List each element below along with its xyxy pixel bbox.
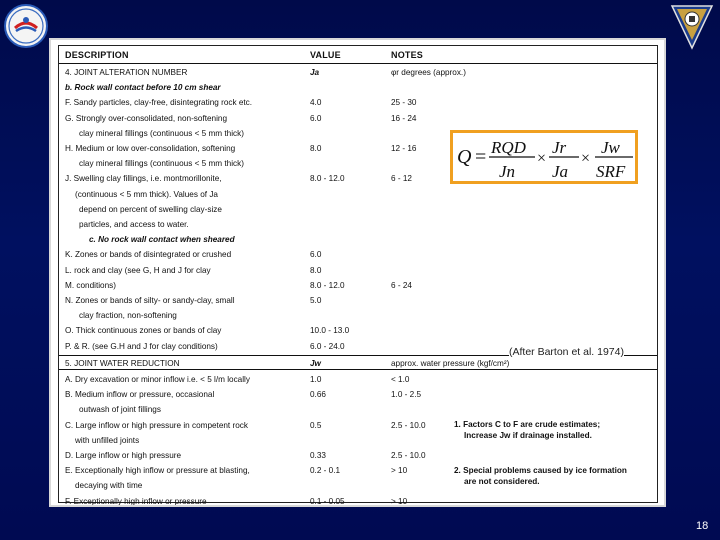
shield-emblem-icon bbox=[668, 2, 716, 50]
row-description: N. Zones or bands of silty- or sandy-clay, small bbox=[65, 296, 235, 305]
row-notes: approx. water pressure (kgf/cm²) bbox=[391, 359, 510, 368]
row-description: decaying with time bbox=[75, 481, 143, 491]
row-value: 6.0 bbox=[310, 113, 322, 123]
row-value: Jw bbox=[310, 359, 321, 368]
table-frame bbox=[58, 45, 658, 506]
term-3-den: SRF bbox=[596, 162, 626, 181]
rock-mass-table-document bbox=[49, 38, 666, 507]
row-value: 8.0 bbox=[310, 265, 322, 275]
row-value: 1.0 bbox=[310, 375, 322, 384]
row-notes: 6 - 12 bbox=[391, 174, 412, 184]
table-row bbox=[59, 97, 657, 111]
row-description: J. Swelling clay fillings, i.e. montmorillonite, bbox=[65, 174, 222, 184]
row-notes: 12 - 16 bbox=[391, 144, 417, 153]
table-row bbox=[59, 234, 657, 248]
times-sign-2: × bbox=[581, 150, 591, 167]
table-row bbox=[59, 404, 657, 418]
row-description: clay fraction, non-softening bbox=[79, 311, 177, 321]
table-row bbox=[59, 204, 657, 218]
table-row bbox=[59, 189, 657, 203]
row-description: D. Large inflow or high pressure bbox=[65, 451, 182, 460]
row-value: Ja bbox=[310, 68, 320, 77]
times-sign-1: × bbox=[537, 150, 547, 167]
row-description: depend on percent of swelling clay-size bbox=[79, 204, 222, 214]
row-value: 0.1 - 0.05 bbox=[310, 496, 345, 506]
side-note-1-line2: Increase Jw if drainage installed. bbox=[464, 431, 592, 440]
row-notes: 6 - 24 bbox=[391, 280, 412, 290]
q-formula-box bbox=[450, 130, 638, 184]
row-description: H. Medium or low over-consolidation, softening bbox=[65, 144, 236, 153]
row-value: 8.0 - 12.0 bbox=[310, 280, 345, 290]
row-value: 0.2 - 0.1 bbox=[310, 466, 341, 476]
header-notes: NOTES bbox=[391, 50, 424, 60]
row-description: outwash of joint fillings bbox=[79, 405, 161, 415]
row-value: 0.5 bbox=[310, 420, 322, 430]
row-description: C. Large inflow or high pressure in competent rock bbox=[65, 420, 248, 430]
row-value: 0.33 bbox=[310, 451, 326, 460]
row-description: B. Medium inflow or pressure, occasional bbox=[65, 390, 215, 400]
equals-sign: = bbox=[475, 146, 487, 168]
term-2-den: Ja bbox=[552, 162, 569, 181]
q-lhs: Q bbox=[457, 146, 472, 168]
q-formula bbox=[453, 133, 635, 181]
table-row bbox=[59, 496, 657, 507]
row-description: clay mineral fillings (continuous < 5 mm thick) bbox=[79, 159, 244, 169]
page-number: 18 bbox=[696, 520, 709, 532]
row-description: E. Exceptionally high inflow or pressure at blasting, bbox=[65, 466, 250, 476]
table-row bbox=[59, 295, 657, 309]
table-row bbox=[59, 249, 657, 263]
table-row bbox=[59, 358, 657, 372]
seal-logo-icon bbox=[4, 4, 48, 48]
citation-text: (After Barton et al. 1974) bbox=[509, 346, 624, 358]
row-description: 4. JOINT ALTERATION NUMBER bbox=[65, 68, 188, 77]
row-description: (continuous < 5 mm thick). Values of Ja bbox=[75, 189, 218, 199]
side-note-1 bbox=[454, 420, 600, 440]
row-description: G. Strongly over-consolidated, non-softening bbox=[65, 113, 228, 123]
side-note-2-line2: are not considered. bbox=[464, 477, 540, 486]
term-1-den: Jn bbox=[499, 162, 516, 181]
table-row bbox=[59, 374, 657, 388]
row-notes: 1.0 - 2.5 bbox=[391, 390, 422, 400]
row-notes: 25 - 30 bbox=[391, 98, 417, 108]
row-value: 8.0 bbox=[310, 144, 322, 153]
term-2-num: Jr bbox=[552, 138, 567, 157]
table-row bbox=[59, 280, 657, 294]
side-note-2-line1: 2. Special problems caused by ice formation bbox=[454, 466, 627, 475]
row-value: 0.66 bbox=[310, 390, 326, 400]
row-description: P. & R. (see G.H and J for clay conditions) bbox=[65, 341, 218, 351]
row-notes: < 1.0 bbox=[391, 375, 410, 384]
row-value: 6.0 bbox=[310, 250, 322, 260]
row-notes: 2.5 - 10.0 bbox=[391, 451, 426, 460]
row-value: 10.0 - 13.0 bbox=[310, 326, 350, 336]
table-row bbox=[59, 450, 657, 464]
side-note-2 bbox=[454, 466, 627, 486]
row-description: L. rock and clay (see G, H and J for clay bbox=[65, 265, 211, 275]
row-notes: 16 - 24 bbox=[391, 113, 417, 123]
row-description: clay mineral fillings (continuous < 5 mm thick) bbox=[79, 128, 244, 138]
row-description: M. conditions) bbox=[65, 280, 116, 290]
row-value: 4.0 bbox=[310, 98, 322, 108]
table-row bbox=[59, 389, 657, 403]
row-description: b. Rock wall contact before 10 cm shear bbox=[65, 83, 221, 93]
table-row bbox=[59, 113, 657, 127]
row-notes: > 10 bbox=[391, 466, 408, 476]
row-description: O. Thick continuous zones or bands of clay bbox=[65, 326, 222, 336]
row-description: c. No rock wall contact when sheared bbox=[89, 235, 235, 245]
row-description: with unfilled joints bbox=[75, 435, 140, 445]
header-value: VALUE bbox=[310, 50, 341, 60]
row-notes: > 10 bbox=[391, 496, 408, 506]
table-row bbox=[59, 82, 657, 96]
row-notes: φr degrees (approx.) bbox=[391, 68, 466, 77]
table-row bbox=[59, 265, 657, 279]
row-value: 5.0 bbox=[310, 296, 322, 305]
row-description: 5. JOINT WATER REDUCTION bbox=[65, 359, 180, 368]
table-row bbox=[59, 310, 657, 324]
table-row bbox=[59, 67, 657, 81]
row-notes: 2.5 - 10.0 bbox=[391, 420, 426, 430]
side-note-1-line1: 1. Factors C to F are crude estimates; bbox=[454, 420, 601, 429]
term-1-num: RQD bbox=[491, 138, 526, 157]
row-description: F. Sandy particles, clay-free, disintegrating rock etc. bbox=[65, 98, 253, 108]
row-description: particles, and access to water. bbox=[79, 220, 189, 229]
row-value: 8.0 - 12.0 bbox=[310, 174, 345, 184]
row-description: K. Zones or bands of disintegrated or crushed bbox=[65, 250, 232, 260]
term-3-num: Jw bbox=[601, 138, 620, 157]
header-description: DESCRIPTION bbox=[65, 50, 129, 60]
row-value: 6.0 - 24.0 bbox=[310, 341, 345, 351]
table-row bbox=[59, 325, 657, 339]
row-description: A. Dry excavation or minor inflow i.e. < 5 l/m locally bbox=[65, 375, 250, 384]
header-divider bbox=[59, 63, 657, 64]
table-row bbox=[59, 219, 657, 233]
row-description: F. Exceptionally high inflow or pressure bbox=[65, 496, 207, 506]
